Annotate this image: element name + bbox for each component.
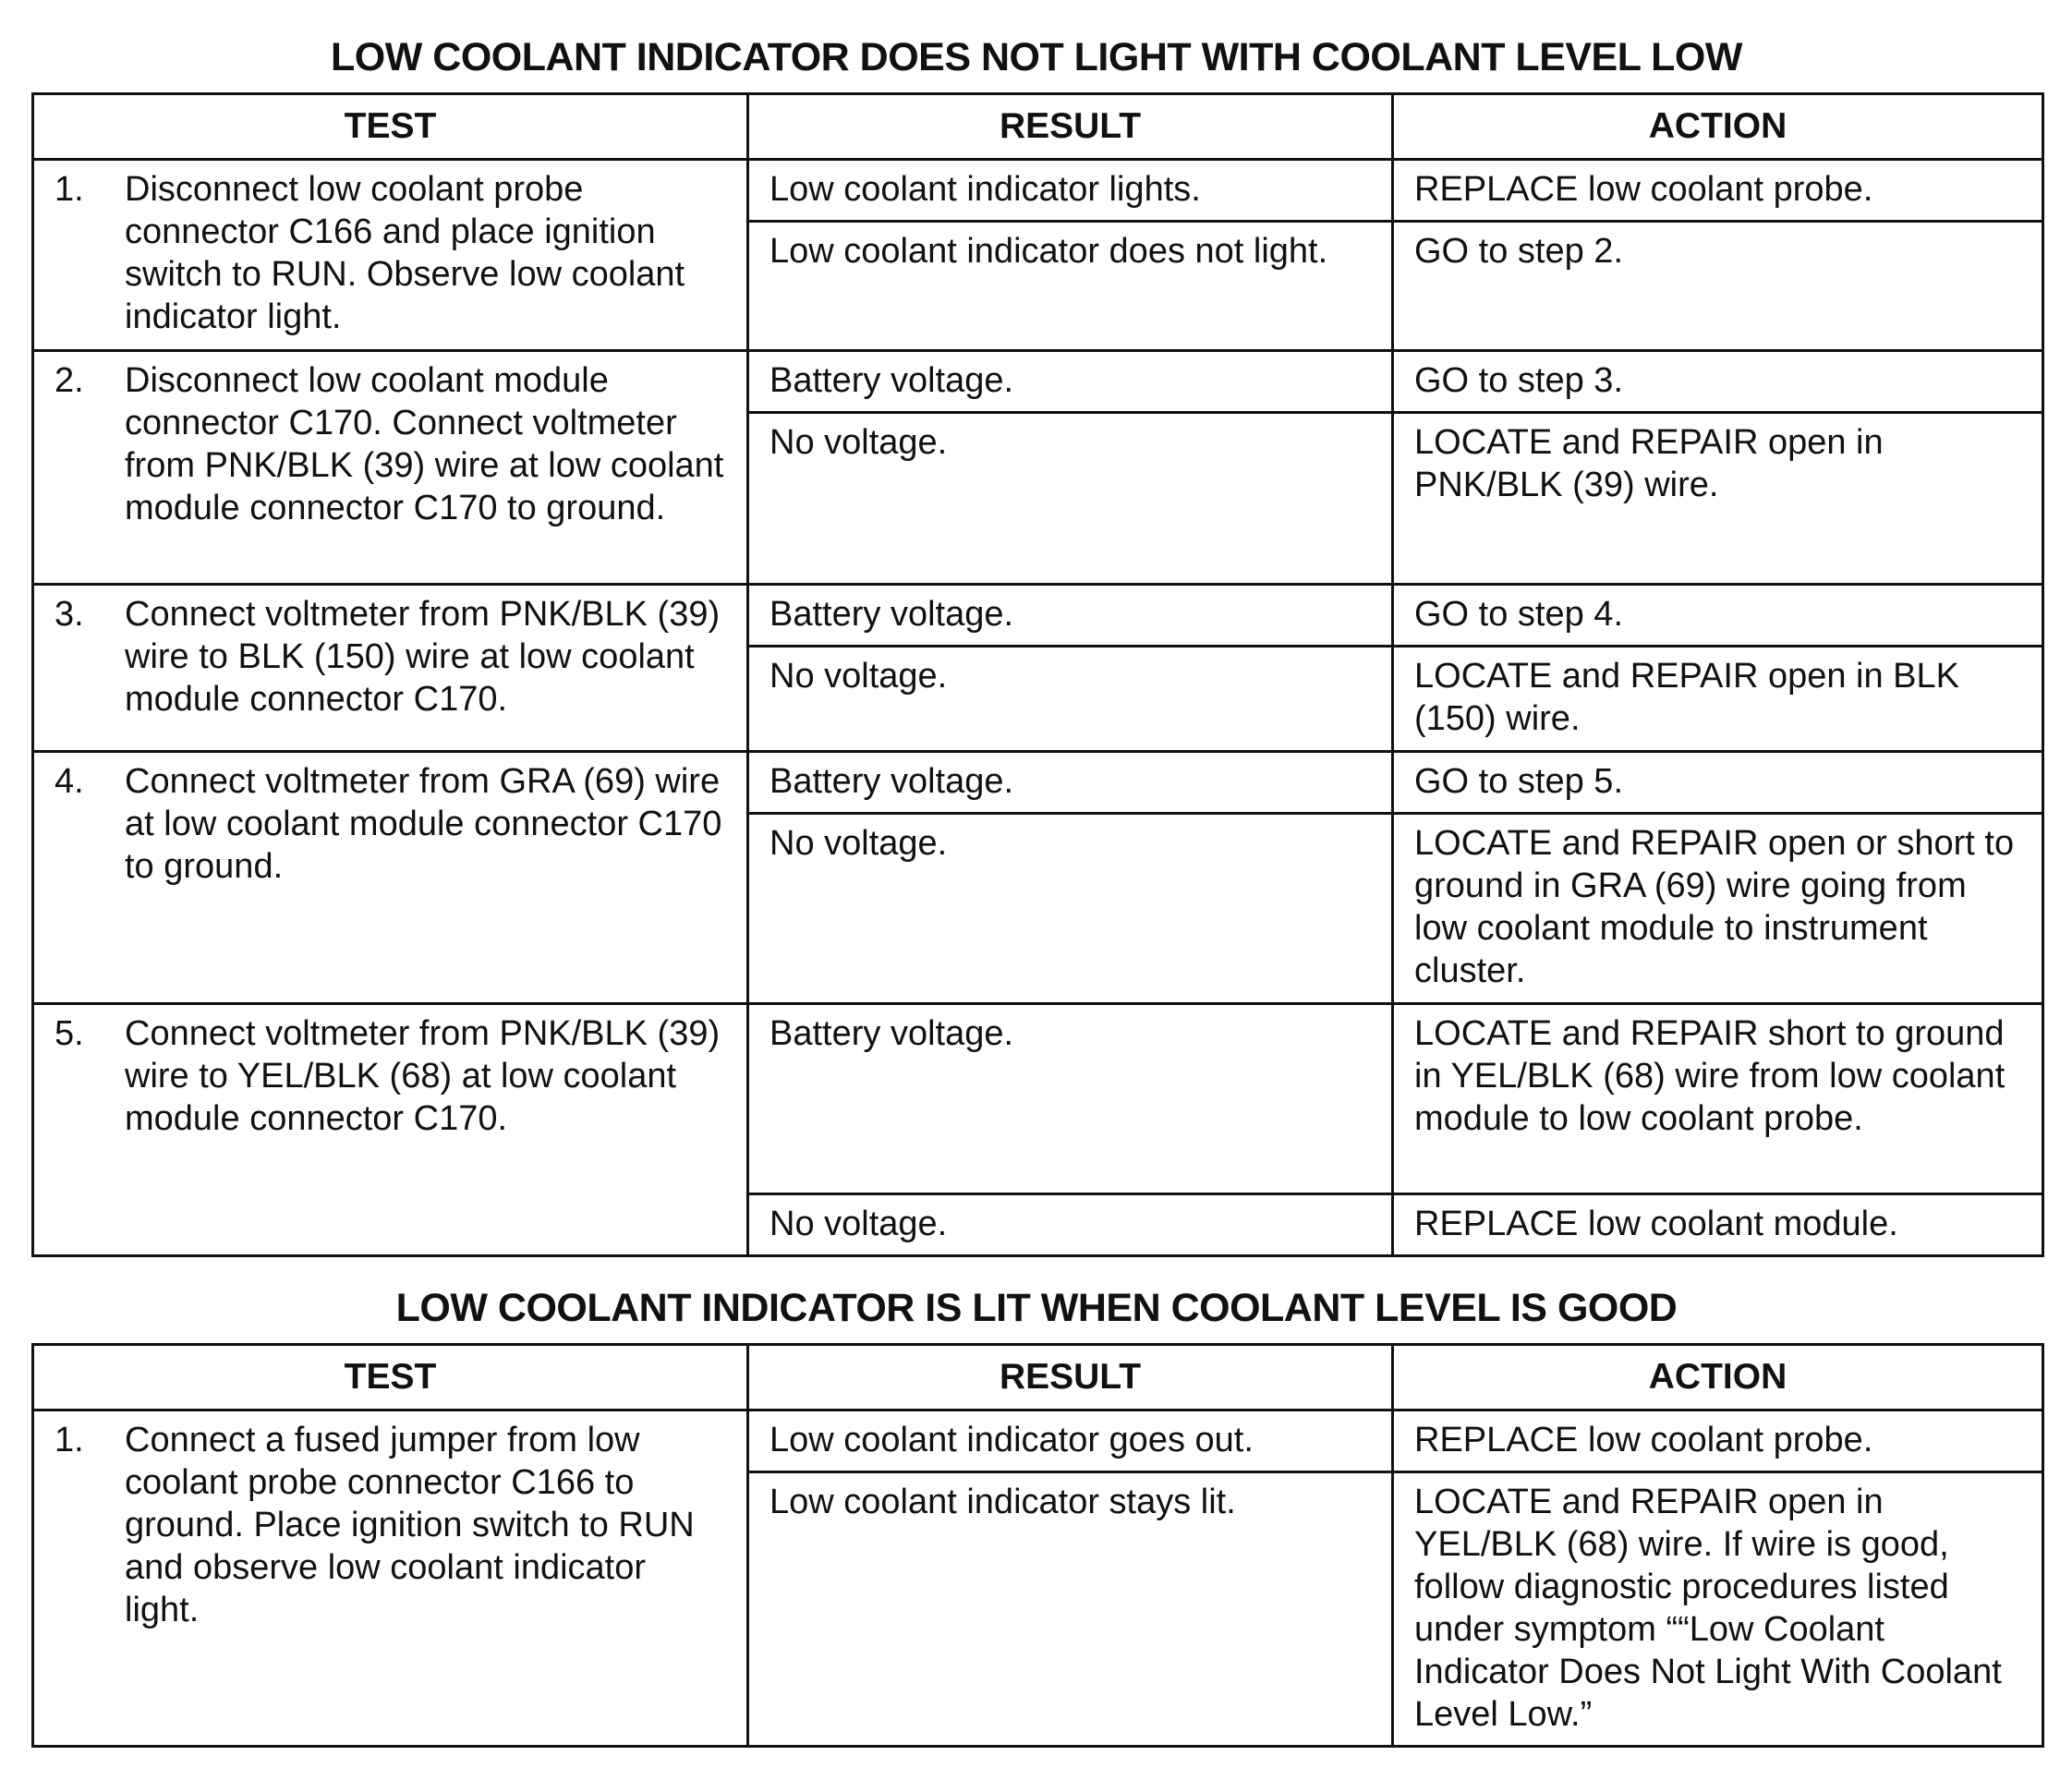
result-cell: No voltage. (748, 814, 1393, 1004)
test-cell (33, 160, 748, 351)
result-cell: No voltage. (748, 1194, 1393, 1256)
table-header-row (33, 94, 2043, 160)
test-description: Connect voltmeter from GRA (69) wire at low coolant module connector C170 to ground. (125, 762, 722, 886)
test-description: Connect voltmeter from PNK/BLK (39) wire to YEL/BLK (68) at low coolant module connector C170. (125, 1014, 721, 1138)
section-title: LOW COOLANT INDICATOR IS LIT WHEN COOLANT LEVEL IS GOOD (395, 1286, 1678, 1330)
table-row (33, 351, 2043, 413)
step-number: 2. (55, 361, 84, 400)
test-cell (33, 351, 748, 585)
result-cell: Battery voltage. (748, 351, 1393, 413)
diagnostic-table (31, 1343, 2044, 1748)
step-number: 1. (55, 170, 84, 209)
action-cell: LOCATE and REPAIR open in PNK/BLK (39) wire. (1393, 413, 2043, 585)
action-cell: LOCATE and REPAIR open in YEL/BLK (68) wire. If wire is good, follow diagnostic procedures listed under symptom ““Low Coolant Indicator Does Not Light With Coolant Level Low.” (1393, 1472, 2043, 1747)
header-test: TEST (33, 94, 748, 160)
test-description: Disconnect low coolant probe connector C166 and place ignition switch to RUN. Observe low coolant indicator light. (125, 170, 685, 336)
action-cell: LOCATE and REPAIR open in BLK (150) wire. (1393, 647, 2043, 752)
table-row (33, 160, 2043, 222)
result-cell: Low coolant indicator does not light. (748, 222, 1393, 351)
header-action: ACTION (1393, 94, 2043, 160)
step-number: 4. (55, 762, 84, 801)
action-cell: GO to step 4. (1393, 585, 2043, 647)
result-cell: No voltage. (748, 647, 1393, 752)
action-cell: GO to step 5. (1393, 752, 2043, 814)
test-cell (33, 1004, 748, 1256)
result-cell: Low coolant indicator goes out. (748, 1411, 1393, 1472)
result-cell: Battery voltage. (748, 752, 1393, 814)
section-title: LOW COOLANT INDICATOR DOES NOT LIGHT WITH COOLANT LEVEL LOW (331, 35, 1742, 79)
action-cell: REPLACE low coolant probe. (1393, 1411, 2043, 1472)
result-cell: Low coolant indicator stays lit. (748, 1472, 1393, 1747)
action-cell: LOCATE and REPAIR short to ground in YEL/BLK (68) wire from low coolant module to low coolant probe. (1393, 1004, 2043, 1194)
test-cell (33, 585, 748, 752)
test-cell (33, 752, 748, 1004)
step-number: 5. (55, 1014, 84, 1053)
test-description: Connect a fused jumper from low coolant probe connector C166 to ground. Place ignition switch to RUN and observe low coolant indicator light. (125, 1421, 695, 1629)
header-action: ACTION (1393, 1345, 2043, 1411)
result-cell: No voltage. (748, 413, 1393, 585)
header-result: RESULT (748, 94, 1393, 160)
header-result: RESULT (748, 1345, 1393, 1411)
action-cell: GO to step 2. (1393, 222, 2043, 351)
result-cell: Battery voltage. (748, 1004, 1393, 1194)
action-cell: REPLACE low coolant probe. (1393, 160, 2043, 222)
step-number: 3. (55, 595, 84, 634)
table-header-row (33, 1345, 2043, 1411)
result-cell: Low coolant indicator lights. (748, 160, 1393, 222)
table-row (33, 1004, 2043, 1194)
step-number: 1. (55, 1421, 84, 1459)
action-cell: GO to step 3. (1393, 351, 2043, 413)
table-row (33, 1411, 2043, 1472)
diagnostic-table (31, 92, 2044, 1257)
test-description: Connect voltmeter from PNK/BLK (39) wire to BLK (150) wire at low coolant module connector C170. (125, 595, 721, 719)
table-row (33, 585, 2043, 647)
test-cell (33, 1411, 748, 1747)
header-test: TEST (33, 1345, 748, 1411)
test-description: Disconnect low coolant module connector C170. Connect voltmeter from PNK/BLK (39) wire at low coolant module connector C170 to ground. (125, 361, 724, 527)
action-cell: REPLACE low coolant module. (1393, 1194, 2043, 1256)
action-cell: LOCATE and REPAIR open or short to ground in GRA (69) wire going from low coolant module to instrument cluster. (1393, 814, 2043, 1004)
result-cell: Battery voltage. (748, 585, 1393, 647)
table-row (33, 752, 2043, 814)
